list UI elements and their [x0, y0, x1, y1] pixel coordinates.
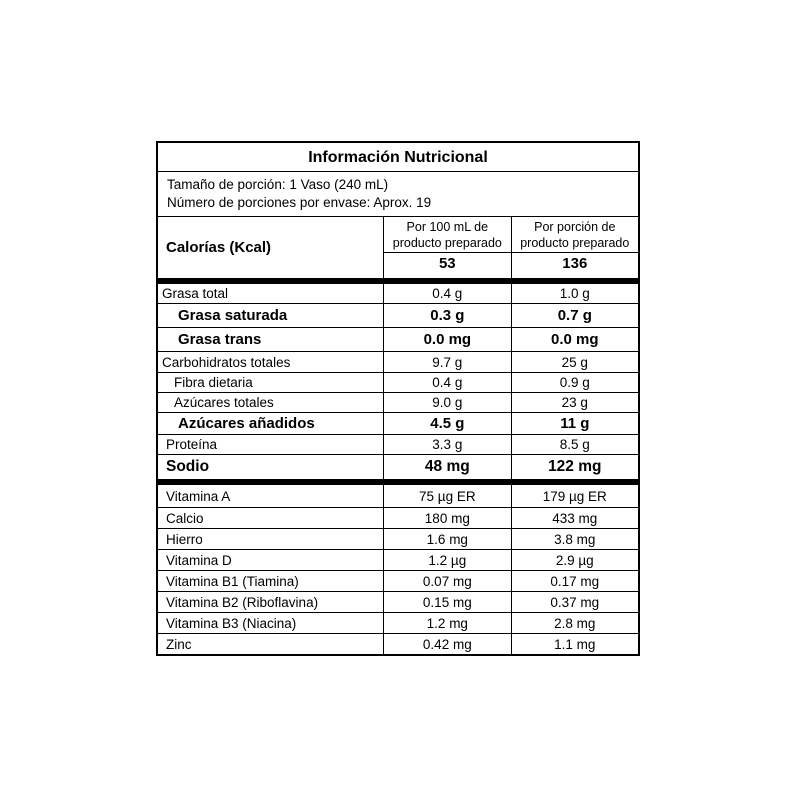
per-serving-value: 179 µg ER: [511, 485, 638, 507]
vitamin-name: Vitamina A: [166, 488, 231, 504]
vitamin-name: Vitamina B3 (Niacina): [166, 615, 297, 631]
nutrient-name: Fibra dietaria: [174, 375, 253, 390]
nutrition-facts-table: [156, 141, 640, 656]
nutrient-name: Azúcares añadidos: [178, 415, 315, 432]
table-row: [158, 304, 638, 328]
table-row: [158, 352, 638, 373]
per-100ml-value: 0.15 mg: [383, 592, 510, 612]
per-100ml-header-text: Por 100 mL de producto preparado: [384, 217, 510, 253]
per-serving-value: 2.8 mg: [511, 613, 638, 633]
per-serving-header-text: Por porción de producto preparado: [512, 217, 638, 253]
per-100ml-value: 48 mg: [383, 455, 510, 479]
table-row: [158, 393, 638, 413]
per-100ml-value: 3.3 g: [383, 435, 510, 454]
table-row: [158, 634, 638, 654]
vitamin-name: Zinc: [166, 636, 192, 652]
nutrient-name: Grasa total: [162, 286, 229, 301]
per-100ml-value: 9.0 g: [383, 393, 510, 412]
nutrient-name: Grasa trans: [178, 331, 262, 348]
per-serving-value: 0.7 g: [511, 304, 638, 327]
per-100ml-value: 4.5 g: [383, 413, 510, 434]
per-100ml-value: 9.7 g: [383, 352, 510, 372]
per-serving-value: 433 mg: [511, 508, 638, 528]
per-100ml-value: 0.07 mg: [383, 571, 510, 591]
table-row: [158, 373, 638, 393]
table-row: [158, 508, 638, 529]
serving-info: [158, 172, 638, 217]
nutrient-name: Azúcares totales: [174, 395, 274, 410]
per-serving-value: 25 g: [511, 352, 638, 372]
table-row: [158, 485, 638, 508]
per-serving-value: 2.9 µg: [511, 550, 638, 570]
table-row: [158, 284, 638, 304]
per-100ml-value: 0.4 g: [383, 284, 510, 303]
per-100ml-value: 75 µg ER: [383, 485, 510, 507]
per-serving-value: 0.37 mg: [511, 592, 638, 612]
per-serving-value: 8.5 g: [511, 435, 638, 454]
per-100ml-value: 0.4 g: [383, 373, 510, 392]
table-row: [158, 455, 638, 479]
per-serving-value: 3.8 mg: [511, 529, 638, 549]
per-serving-value: 1.1 mg: [511, 634, 638, 654]
servings-per-container: Número de porciones por envase: Aprox. 19: [167, 195, 432, 210]
table-row: [158, 529, 638, 550]
calories-per-serving: 136: [562, 255, 588, 272]
table-row: [158, 413, 638, 435]
table-row: [158, 592, 638, 613]
vitamin-name: Calcio: [166, 510, 204, 526]
vitamin-name: Vitamina B1 (Tiamina): [166, 573, 299, 589]
per-serving-value: 1.0 g: [511, 284, 638, 303]
per-100ml-value: 1.6 mg: [383, 529, 510, 549]
table-row: [158, 550, 638, 571]
per-100ml-value: 180 mg: [383, 508, 510, 528]
table-row: [158, 613, 638, 634]
nutrients-section: [158, 284, 638, 479]
nutrient-name: Proteína: [166, 437, 218, 452]
calories-header: [158, 217, 638, 278]
per-serving-value: 122 mg: [511, 455, 638, 479]
calories-per-100ml: 53: [438, 255, 456, 272]
serving-size: Tamaño de porción: 1 Vaso (240 mL): [167, 177, 389, 192]
per-100ml-value: 0.0 mg: [383, 328, 510, 351]
per-serving-column-header: [511, 217, 638, 278]
vitamins-section: [158, 485, 638, 654]
per-100ml-value: 0.3 g: [383, 304, 510, 327]
per-serving-value: 0.17 mg: [511, 571, 638, 591]
per-100ml-value: 1.2 mg: [383, 613, 510, 633]
table-row: [158, 328, 638, 352]
per-100ml-value: 0.42 mg: [383, 634, 510, 654]
per-serving-value: 0.9 g: [511, 373, 638, 392]
vitamin-name: Hierro: [166, 531, 203, 547]
nutrient-name: Grasa saturada: [178, 307, 288, 324]
nutrient-name: Sodio: [166, 458, 210, 475]
per-serving-value: 0.0 mg: [511, 328, 638, 351]
vitamin-name: Vitamina D: [166, 552, 232, 568]
table-row: [158, 435, 638, 455]
per-100ml-column-header: [383, 217, 510, 278]
per-100ml-value: 1.2 µg: [383, 550, 510, 570]
per-serving-value: 11 g: [511, 413, 638, 434]
calories-label: Calorías (Kcal): [166, 239, 272, 256]
per-serving-value: 23 g: [511, 393, 638, 412]
table-row: [158, 571, 638, 592]
table-title: Información Nutricional: [158, 143, 638, 172]
nutrient-name: Carbohidratos totales: [162, 354, 291, 370]
vitamin-name: Vitamina B2 (Riboflavina): [166, 594, 319, 610]
